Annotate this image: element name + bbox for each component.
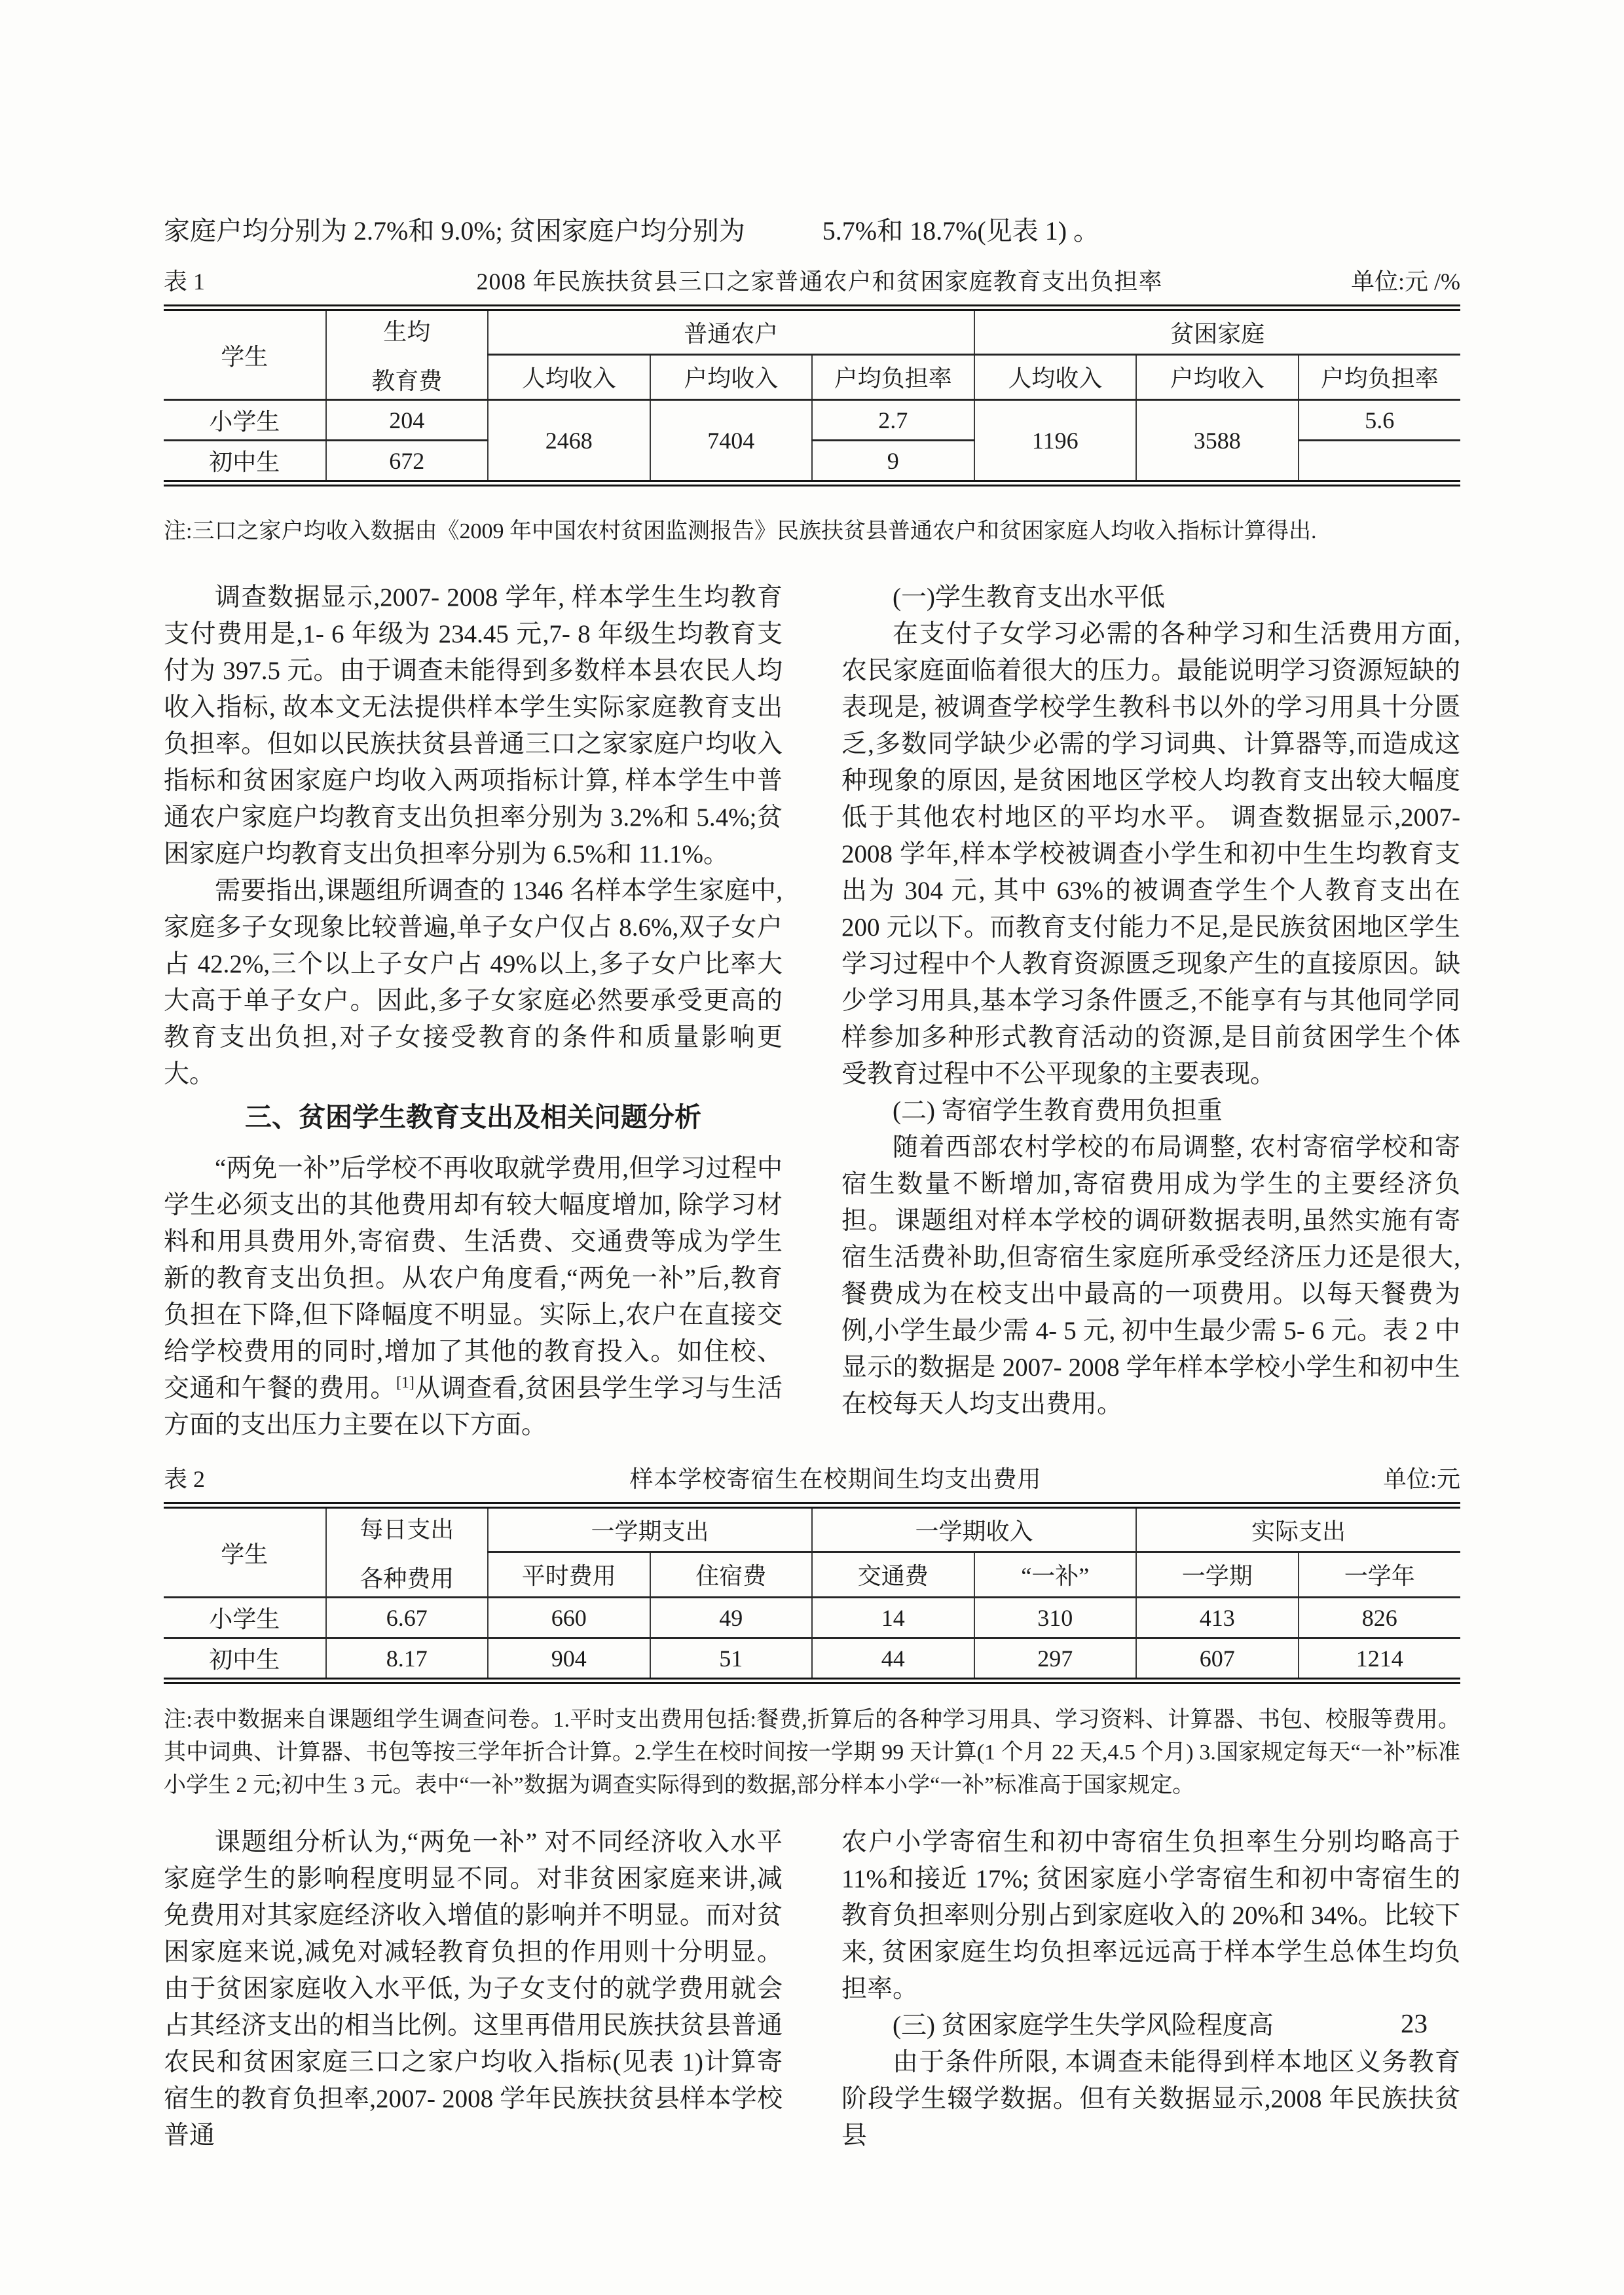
table-1 — [164, 304, 1460, 487]
table-cell: 6.67 — [326, 1598, 489, 1638]
intro-line-right: 5.7%和 18.7%(见表 1) 。 — [822, 216, 1100, 246]
paragraph: 农户小学寄宿生和初中寄宿生负担率生分别均略高于 11%和接近 17%; 贫困家庭小学寄宿生和初中寄宿生的教育负担率则分别占到家庭收入的 20%和 34%。比较下来, 贫困家庭生均负担率远远高于样本学生总体生均负担率。 — [841, 1828, 1460, 2003]
table-cell: 660 — [488, 1598, 650, 1638]
table1-title: 2008 年民族扶贫县三口之家普通农户和贫困家庭教育支出负担率 — [476, 268, 1163, 295]
table-cell: 14 — [812, 1598, 974, 1638]
t1-header-student: 学生 — [164, 308, 326, 400]
paragraph: 在支付子女学习必需的各种学习和生活费用方面,农民家庭面临着很大的压力。最能说明学习资源短缺的表现是, 被调查学校学生教科书以外的学习用具十分匮乏,多数同学缺少必需的学习词典、计算器等,而造成这种现象的原因, 是贫困地区学校人均教育支出较大幅度低于其他农村地区的平均水平。 调查数据显示,2007- 2008 学年,样本学校被调查小学生和初中生生均教育支出为 304 元, 其中 63%的被调查学生个人教育支出在 200 元以下。而教育支付能力不足,是民族贫困地区学生学习过程中个人教育资源匮乏现象产生的直接原因。缺少学习用具,基本学习条件匮乏,不能享有与其他同学同样参加多种形式教育活动的资源,是目前贫困学生个体受教育过程中不公平现象的主要表现。 — [841, 620, 1460, 1088]
table-2 — [164, 1502, 1460, 1684]
table-cell: 初中生 — [164, 1638, 326, 1681]
section-1 — [164, 579, 1460, 1444]
table-cell: 8.17 — [326, 1638, 489, 1681]
paragraph: 随着西部农村学校的布局调整, 农村寄宿学校和寄宿生数量不断增加,寄宿费用成为学生的主要经济负担。课题组对样本学校的调研数据表明,虽然实施有寄宿生活费补助,但寄宿生家庭所承受经济压力还是很大,餐费成为在校支出中最高的一项费用。以每天餐费为例,小学生最少需 4- 5 元, 初中生最少需 5- 6 元。表 2 中显示的数据是 2007- 2008 学年样本学校小学生和初中生在校每天人均支出费用。 — [841, 1133, 1460, 1418]
t2-group-actual-expense: 实际支出 — [1136, 1505, 1460, 1552]
table-cell: 2468 — [488, 400, 650, 484]
table-cell: 49 — [650, 1598, 813, 1638]
section-heading: 三、贫困学生教育支出及相关问题分析 — [245, 1102, 701, 1132]
subsection-heading: (三) 贫困家庭学生失学风险程度高 — [893, 2011, 1274, 2040]
t1-subheader: 人均收入 — [974, 354, 1137, 399]
section2-right-column — [841, 1824, 1460, 2154]
t1-subheader: 户均负担率 — [1299, 354, 1461, 399]
table-row — [164, 1598, 1460, 1638]
t2-subheader: 一学年 — [1299, 1552, 1461, 1597]
intro-line — [164, 213, 1460, 249]
table-cell: 826 — [1299, 1598, 1461, 1638]
intro-line-left: 家庭户均分别为 2.7%和 9.0%; 贫困家庭户均分别为 — [164, 216, 745, 246]
t1-group-poor-families: 贫困家庭 — [974, 308, 1461, 354]
table2-title: 样本学校寄宿生在校期间生均支出费用 — [629, 1466, 1042, 1492]
table1-note: 注:三口之家户均收入数据由《2009 年中国农村贫困监测报告》民族扶贫县普通农户和贫困家庭人均收入指标计算得出. — [164, 519, 1317, 543]
table-cell: 413 — [1136, 1598, 1299, 1638]
t2-subheader: “一补” — [974, 1552, 1137, 1597]
subsection-heading: (一)学生教育支出水平低 — [893, 583, 1165, 612]
section1-right-column — [841, 579, 1460, 1444]
t2-subheader: 平时费用 — [488, 1552, 650, 1597]
t1-group-ordinary-farmers: 普通农户 — [488, 308, 974, 354]
table1-label: 表 1 — [164, 268, 206, 295]
page-number: 23 — [1401, 2008, 1428, 2038]
t2-group-term-expense: 一学期支出 — [488, 1505, 812, 1552]
table2-unit: 单位:元 — [1382, 1466, 1460, 1492]
paragraph: 由于条件所限, 本调查未能得到样本地区义务教育阶段学生辍学数据。但有关数据显示,2008 年民族扶贫县 — [841, 2048, 1460, 2150]
t2-header-daily-expense: 每日支出 各种费用 — [326, 1505, 489, 1598]
table-cell: 310 — [974, 1598, 1137, 1638]
table1-caption — [164, 263, 1460, 297]
table-cell — [1299, 441, 1461, 484]
t2-header-student: 学生 — [164, 1505, 326, 1598]
paragraph: 课题组分析认为,“两免一补” 对不同经济收入水平家庭学生的影响程度明显不同。对非贫困家庭来讲,减免费用对其家庭经济收入增值的影响并不明显。而对贫困家庭来说,减免对减轻教育负担的作用则十分明显。由于贫困家庭收入水平低, 为子女支付的就学费用就会占其经济支出的相当比例。这里再借用民族扶贫县普通农民和贫困家庭三口之家户均收入指标(见表 1)计算寄宿生的教育负担率,2007- 2008 学年民族扶贫县样本学校普通 — [164, 1828, 783, 2150]
t2-subheader: 一学期 — [1136, 1552, 1299, 1597]
table-cell: 607 — [1136, 1638, 1299, 1681]
t1-subheader: 户均收入 — [1136, 354, 1299, 399]
table-cell: 297 — [974, 1638, 1137, 1681]
t1-subheader: 人均收入 — [488, 354, 650, 399]
table-cell: 1214 — [1299, 1638, 1461, 1681]
table-cell: 初中生 — [164, 441, 326, 484]
t2-group-term-income: 一学期收入 — [812, 1505, 1136, 1552]
table-row — [164, 308, 1460, 354]
subsection-heading: (二) 寄宿学生教育费用负担重 — [893, 1097, 1223, 1125]
table2-note: 注:表中数据来自课题组学生调查问卷。1.平时支出费用包括:餐费,折算后的各种学习用具、学习资料、计算器、书包、校服等费用。其中词典、计算器、书包等按三学年折合计算。2.学生在校时间按一学期 99 天计算(1 个月 22 天,4.5 个月) 3.国家规定每天“一补”标准小学生 2 元;初中生 3 元。表中“一补”数据为调查实际得到的数据,部分样本小学“一补”标准高于国家规定。 — [164, 1708, 1460, 1797]
t1-subheader: 户均负担率 — [812, 354, 974, 399]
table2-caption — [164, 1461, 1460, 1494]
t2-subheader: 交通费 — [812, 1552, 974, 1597]
table-cell: 51 — [650, 1638, 813, 1681]
table-cell: 7404 — [650, 400, 813, 484]
table-cell: 204 — [326, 400, 489, 441]
t2-subheader: 住宿费 — [650, 1552, 813, 1597]
table-cell: 9 — [812, 441, 974, 484]
table-row — [164, 1638, 1460, 1681]
table-cell: 44 — [812, 1638, 974, 1681]
table-cell: 1196 — [974, 400, 1137, 484]
table-cell: 2.7 — [812, 400, 974, 441]
paragraph: 调查数据显示,2007- 2008 学年, 样本学生生均教育支付费用是,1- 6 年级为 234.45 元,7- 8 年级生均教育支付为 397.5 元。由于调查未能得到多数样本县农民人均收入指标, 故本文无法提供样本学生实际家庭教育支出负担率。但如以民族扶贫县普通三口之家家庭户均收入指标和贫困家庭户均收入两项指标计算, 样本学生中普通农户家庭户均教育支出负担率分别为 3.2%和 5.4%;贫困家庭户均教育支出负担率分别为 6.5%和 11.1%。 — [164, 583, 783, 868]
table-cell: 小学生 — [164, 400, 326, 441]
table-row — [164, 400, 1460, 441]
t1-header-avg-edu-fee: 生均 教育费 — [326, 308, 489, 400]
table-cell: 904 — [488, 1638, 650, 1681]
paragraph: 需要指出,课题组所调查的 1346 名样本学生家庭中,家庭多子女现象比较普遍,单子女户仅占 8.6%,双子女户占 42.2%,三个以上子女户占 49%以上,多子女户比率大大高于单子女户。因此,多子女家庭必然要承受更高的教育支出负担,对子女接受教育的条件和质量影响更大。 — [164, 877, 783, 1088]
table-cell: 5.6 — [1299, 400, 1461, 441]
table-cell: 672 — [326, 441, 489, 484]
table-cell: 小学生 — [164, 1598, 326, 1638]
section-2 — [164, 1824, 1460, 2154]
section2-left-column — [164, 1824, 783, 2154]
footnote-marker: [1] — [396, 1374, 415, 1391]
table1-unit: 单位:元 /% — [1351, 268, 1460, 295]
section1-left-column — [164, 579, 783, 1444]
t1-subheader: 户均收入 — [650, 354, 813, 399]
paragraph: “两免一补”后学校不再收取就学费用,但学习过程中学生必须支出的其他费用却有较大幅度增加, 除学习材料和用具费用外,寄宿费、生活费、交通费等成为学生新的教育支出负担。从农户角度看,“两免一补”后,教育负担在下降,但下降幅度不明显。实际上,农户在直接交给学校费用的同时,增加了其他的教育投入。如住校、交通和午餐的费用。[1]从调查看,贫困县学生学习与生活方面的支出压力主要在以下方面。 — [164, 1154, 783, 1439]
table-cell: 3588 — [1136, 400, 1299, 484]
table-row — [164, 1505, 1460, 1552]
table2-label: 表 2 — [164, 1466, 206, 1492]
